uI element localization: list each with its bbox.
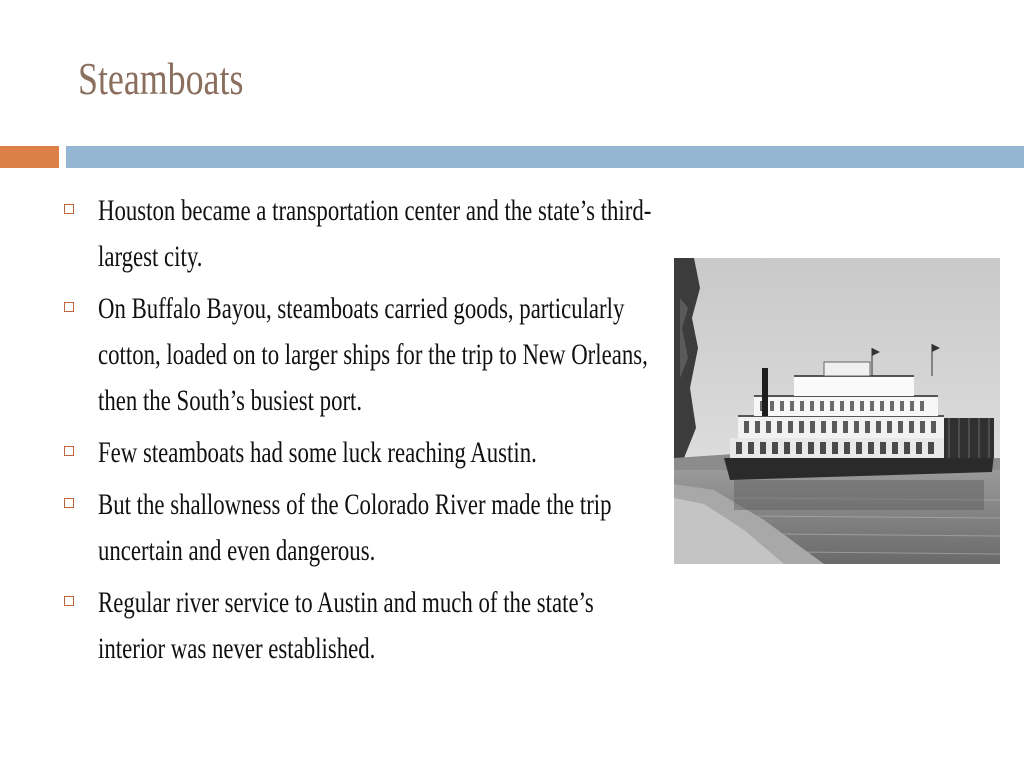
bullet-text: But the shallowness of the Colorado River made the trip uncertain and even dangerous. (98, 488, 612, 567)
bullet-text: Few steamboats had some luck reaching Austin. (98, 436, 537, 469)
bullet-list (64, 188, 664, 678)
square-bullet-icon (64, 498, 74, 508)
bullet-item (64, 286, 664, 424)
square-bullet-icon (64, 596, 74, 606)
square-bullet-icon (64, 446, 74, 456)
bullet-item (64, 188, 664, 280)
bullet-text: Houston became a transportation center and the state’s third-largest city. (98, 194, 652, 273)
accent-bar-orange (0, 146, 59, 168)
bullet-item (64, 430, 664, 476)
square-bullet-icon (64, 302, 74, 312)
bullet-item (64, 580, 664, 672)
bullet-text: On Buffalo Bayou, steamboats carried goods, particularly cotton, loaded on to larger ships for the trip to New Orleans, then the South’s busiest port. (98, 292, 648, 417)
bullet-item (64, 482, 664, 574)
slide-title: Steamboats (78, 53, 244, 104)
steamboat-photo (674, 258, 1000, 564)
square-bullet-icon (64, 204, 74, 214)
bullet-text: Regular river service to Austin and much of the state’s interior was never established. (98, 586, 594, 665)
accent-bar-blue (66, 146, 1024, 168)
